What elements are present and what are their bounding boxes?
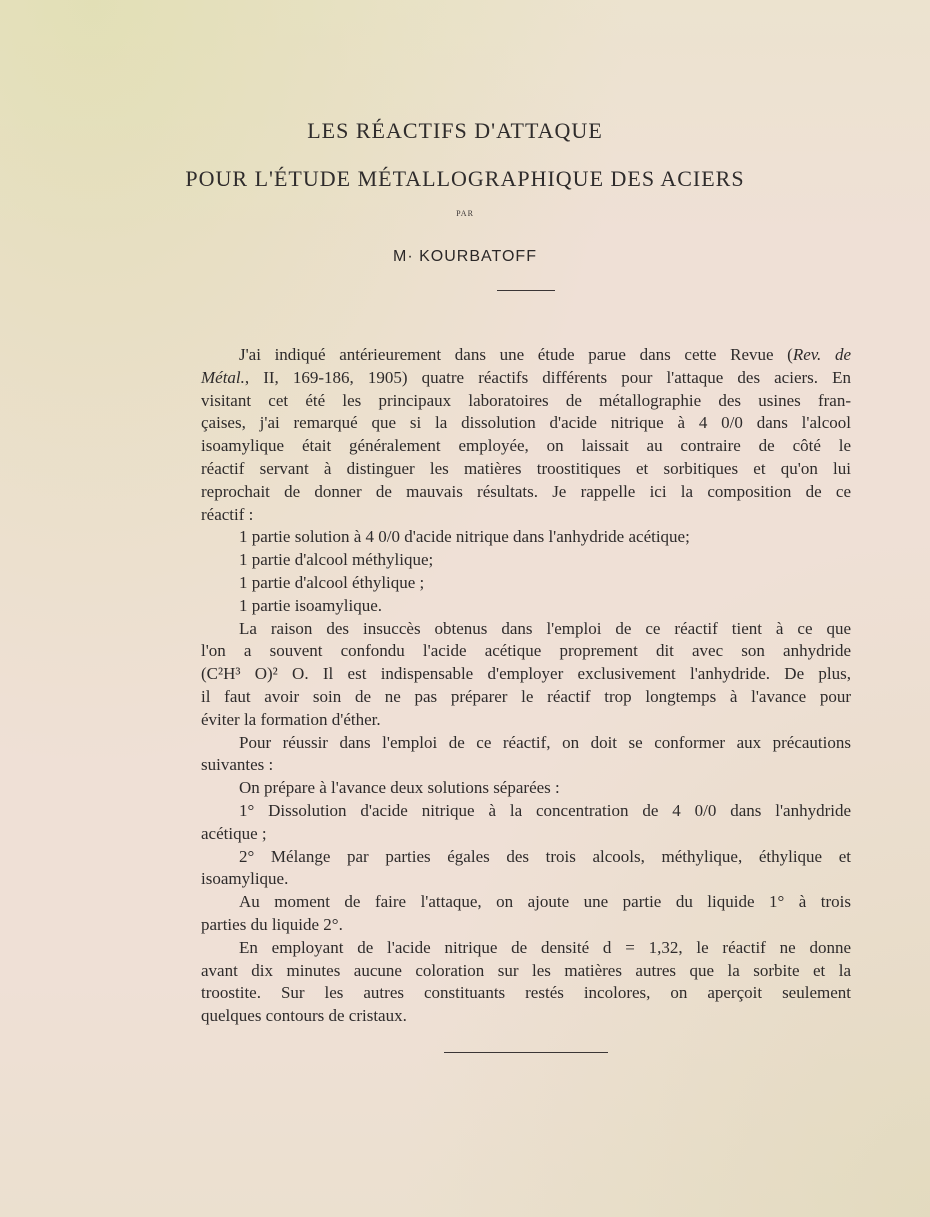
list-item: 1 partie d'alcool éthylique ;	[239, 572, 425, 592]
par-label: PAR	[456, 209, 474, 218]
text-line: réactif servant à distinguer les matières troostitiques et sorbitiques et qu'on lui	[201, 458, 851, 478]
text-line: éviter la formation d'éther.	[201, 709, 381, 729]
text-line: visitant cet été les principaux laboratoires de métallographie des usines fran-	[201, 390, 851, 410]
text-line: quelques contours de cristaux.	[201, 1006, 407, 1026]
reagent-list	[201, 526, 851, 617]
text-line: reprochait de donner de mauvais résultats. Je rappelle ici la composition de ce	[201, 481, 851, 501]
text-line: avant dix minutes aucune coloration sur les matières autres que la sorbite et la	[201, 960, 851, 980]
paragraph-4	[201, 777, 851, 800]
end-divider	[444, 1052, 608, 1053]
text-line: isoamylique.	[201, 869, 289, 889]
title-line-1: LES RÉACTIFS D'ATTAQUE	[307, 118, 603, 143]
text-line: suivantes :	[201, 755, 274, 775]
title-line-2: POUR L'ÉTUDE MÉTALLOGRAPHIQUE DES ACIERS	[185, 166, 745, 191]
citation-ref: Métal.	[201, 367, 245, 387]
text-line: En employant de l'acide nitrique de densité d = 1,32, le réactif ne donne	[239, 937, 851, 957]
list-item: 1 partie solution à 4 0/0 d'acide nitrique dans l'anhydride acétique;	[239, 527, 690, 547]
text-line: 1° Dissolution d'acide nitrique à la concentration de 4 0/0 dans l'anhydride	[239, 800, 851, 820]
list-item: 1 partie isoamylique.	[239, 595, 383, 615]
text-line: réactif :	[201, 504, 254, 524]
paragraph-5	[201, 800, 851, 846]
citation-ref: Rev. de	[792, 345, 851, 364]
text-line: l'on a souvent confondu l'acide acétique proprement dit avec son anhydride	[201, 641, 851, 661]
paragraph-3	[201, 732, 851, 778]
text-line: Au moment de faire l'attaque, on ajoute une partie du liquide 1° à trois	[239, 892, 851, 912]
text-line: (C²H³ O)² O. Il est indispensable d'employer exclusivement l'anhydride. De plus,	[201, 664, 851, 684]
paragraph-1	[201, 344, 851, 526]
text-line: acétique ;	[201, 823, 267, 843]
list-item: 1 partie d'alcool méthylique;	[239, 550, 434, 570]
paragraph-2	[201, 618, 851, 732]
paragraph-6	[201, 846, 851, 892]
text-line: On prépare à l'avance deux solutions séparées :	[239, 778, 560, 798]
text-line: 2° Mélange par parties égales des trois alcools, méthylique, éthylique et	[239, 846, 851, 866]
text-line: isoamylique était généralement employée, on laissait au contraire de côté le	[201, 436, 851, 456]
paragraph-7	[201, 891, 851, 937]
text-line: çaises, j'ai remarqué que si la dissolution d'acide nitrique à 4 0/0 dans l'alcool	[201, 413, 851, 433]
text-line	[201, 367, 851, 390]
title-divider	[497, 290, 555, 291]
text-line: La raison des insuccès obtenus dans l'emploi de ce réactif tient à ce que	[239, 618, 851, 638]
paragraph-8	[201, 937, 851, 1028]
text-line	[201, 344, 851, 367]
text-line: troostite. Sur les autres constituants restés incolores, on aperçoit seulement	[201, 983, 851, 1003]
text-span: , II, 169-186, 1905) quatre réactifs différents pour l'attaque des aciers. En	[244, 367, 851, 387]
text-line: il faut avoir soin de ne pas préparer le réactif trop longtemps à l'avance pour	[201, 686, 851, 706]
text-line: Pour réussir dans l'emploi de ce réactif, on doit se conformer aux précautions	[239, 732, 851, 752]
text-line: parties du liquide 2°.	[201, 914, 343, 934]
article-body	[201, 344, 851, 1028]
text-span: J'ai indiqué antérieurement dans une étude parue dans cette Revue (	[239, 345, 793, 364]
author-name: M· KOURBATOFF	[393, 248, 537, 265]
